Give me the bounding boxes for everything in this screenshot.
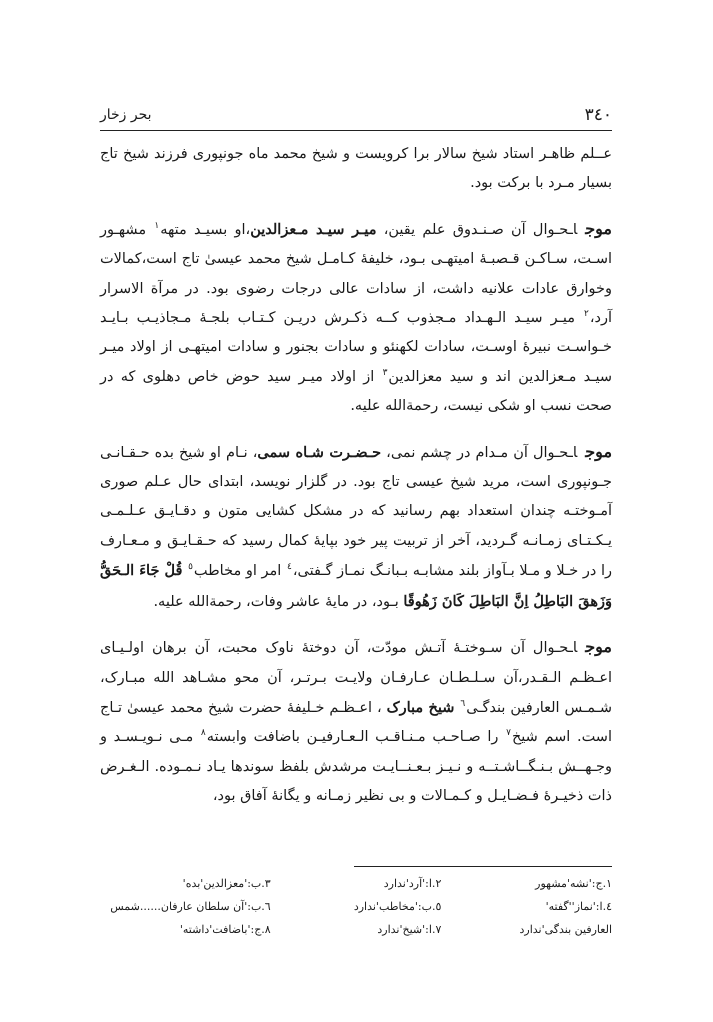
section-paragraph [100, 437, 612, 617]
section-text [100, 445, 612, 610]
footnote-marker: ٢ [583, 309, 589, 320]
paragraph-gap [100, 199, 612, 214]
text-run: را صـاحـب مـنـاقـب الـعـارفیـن باضافت وابسته [206, 729, 506, 746]
paragraph-gap [100, 422, 612, 437]
text-run: مشهـور اسـت، سـاکـن قـصبـهٔ امیتهـی بـود، خلیفهٔ کـامـل شیخ محمد عیسیٰ تاج است،کمالات وخوارق عادات علانیه داشت، از سادات عالی درجات رضوی بود. در مرآة الاسرار آرد، [100, 221, 612, 327]
footnote: ٥.ب:'مخاطب'ندارد [353, 900, 442, 913]
emphasized-text: قُلْ جَاءَ الـحَقُّ وَزَهقَ البَاطِلُ اِنَّ البَاطِلَ کَانَ زَهُوقًا [100, 562, 612, 610]
section-label: موج [585, 441, 613, 461]
section-label: موج [585, 637, 612, 657]
section-paragraph [100, 214, 612, 422]
footnote: العارفین بندگی'ندارد [519, 923, 612, 936]
text-run: ،او بسیـد متهه [160, 221, 251, 238]
section-text [100, 222, 612, 414]
text-run: مـی نـویـسـد و وجـهــش بـنـگــاشـتــه و نـیـز بـعـنــایـت مرشدش بلفظ سوندها یـاد نـمـوده. الـغـرض ذات ذخیـرهٔ فـضـایـل و کـمـالات و بی نظیر زمـانه و یگانهٔ آفاق بود، [100, 729, 612, 805]
text-run: ، نـام او شیخ بده حـقـانـی جـونپوری است، مرید شیخ عیسی تاج بود. در گلزار نویسد، ابتدای حال عـلم صوری آمـوختـه چندان استعداد بهم رسانید که در مشکل کشایی متون و دقـایـق عـلـمـی یـکـتـای زمـانـه گـردید، آخر از تربیت پیر خود بپایهٔ کمال رسید که حـقـایـق و مـعـارف را در خـلا و مـلا بـآواز بلند مشابـه بـبانـگ نمـاز گـفتی، [100, 444, 612, 580]
intro-paragraph: عــلم ظاهـر استاد شیخ سالار برا کرویست و شیخ محمد ماه جونپوری فرزند شیخ تاج بسیار مـرد با برکت بود. [100, 146, 612, 192]
footnote-marker: ٨ [200, 728, 206, 739]
section-text [100, 640, 612, 804]
text-run: اـحـوال آن صـنـدوق علم یقین، [376, 221, 578, 238]
footnote-marker: ٤ [286, 562, 292, 573]
section-paragraph [100, 632, 612, 811]
page-number: ٣٤٠ [584, 105, 612, 125]
section-label: موج [585, 218, 612, 238]
text-run: میـر سیـد الـهـداد مـجذوب کــه ذکـرش دریـن کـتـاب بلجـهٔ مـجاذیـب بـایـد خـواسـت نبیرهٔ اوسـت، سادات لکهنئو و سادات بجنور و سادات امیتهـی از اولاد میـر سیـد مـعزالدین اند و سید معزالدین [100, 310, 613, 385]
footnote-marker: ١ [154, 220, 160, 231]
text-run: اـحـوال آن مـدام در چشم نمی، [381, 444, 578, 461]
running-title: بحر زخار [100, 107, 152, 123]
footnote: ٧.ا:'شیخ'ندارد [377, 923, 442, 936]
text-run: از اولاد میـر سید حوض خاص دهلوی که در صحت نسب او شکی نیست، رحمةالله علیه. [100, 368, 612, 415]
footnote-divider [354, 866, 612, 867]
footnote-marker: ٧ [506, 728, 511, 739]
main-text [100, 140, 612, 812]
footnote-marker: ٥ [188, 562, 193, 573]
paragraph-gap [100, 617, 612, 632]
emphasized-text: شیخ مبارک [386, 698, 455, 716]
footnote: ١.ج:'نشه'مشهور [535, 877, 612, 890]
footnote-marker: ٦ [460, 699, 466, 710]
page-header [100, 106, 612, 124]
text-run: بـود، در مایهٔ عاشر وفات، رحمةالله علیه. [153, 593, 404, 610]
footnote-row [100, 872, 612, 895]
footnote-row [100, 918, 612, 941]
footnote: ٢.ا:'آرد'ندارد [383, 877, 442, 890]
footnote: ٨.ج:'باضافت'داشته' [179, 923, 271, 936]
header-divider [100, 130, 612, 131]
emphasized-text: میـر سیـد مـعزالدین [250, 220, 377, 238]
emphasized-text: حـضـرت شـاه سمی [257, 443, 382, 461]
footnote: ٦.ب:'آن سلطان عارفان......شمس [110, 900, 271, 913]
text-run: امر او مخاطب [193, 563, 286, 580]
footnote: ٤.ا:'نماز''گفته' [545, 900, 612, 913]
text-run: اـحـوال آن سـوختـهٔ آتـش مودّت، آن دوختهٔ ناوک محبت، آن برهان اولـیـای اعـظـم الـقـدر،آن سـلـطـان عـارفـان ولایـت بـرتـر، آن محو مشـاهد الله مبـارک، شـمـس العارفین بندگـی [100, 640, 613, 716]
text-run: ، اعـظـم خـلیفهٔ حضرت شیخ محمد عیسیٰ تـاج است. اسم شیخ [100, 699, 612, 746]
footnote-marker: ٣ [382, 368, 388, 379]
footnotes [100, 872, 612, 941]
footnote: ٣.ب:'معزالدین'بده' [182, 877, 271, 890]
footnote-row [100, 895, 612, 918]
